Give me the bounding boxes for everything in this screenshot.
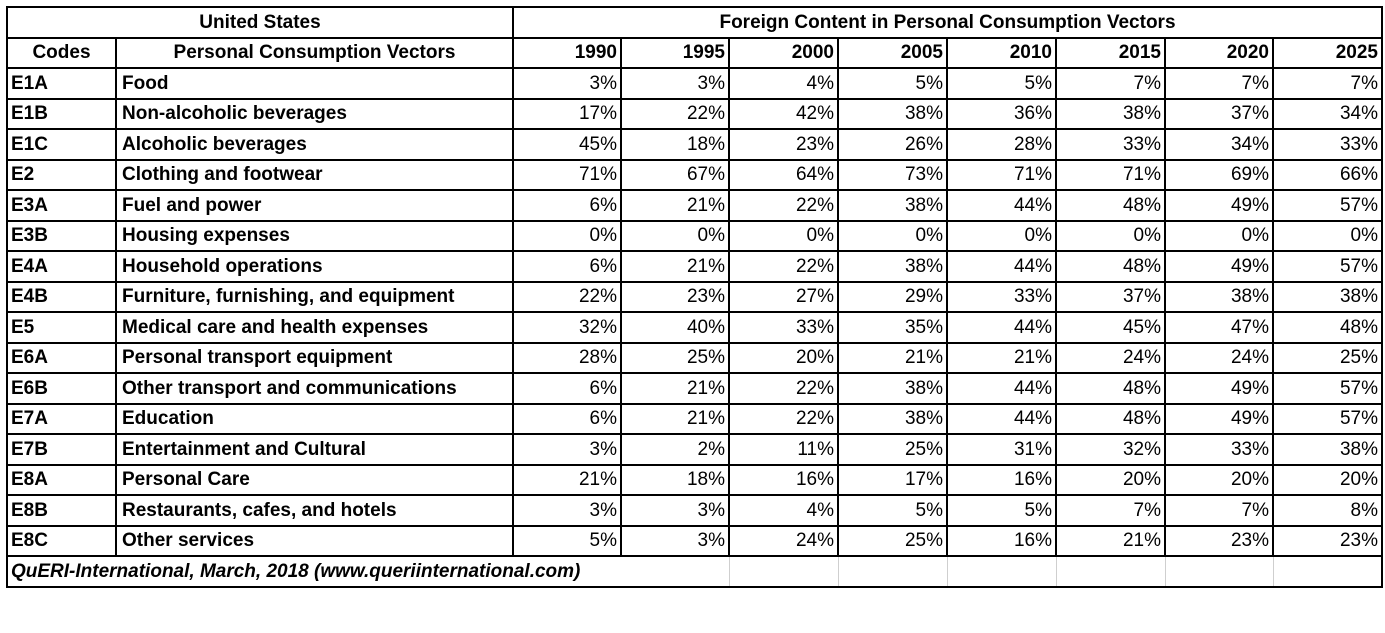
year-header: 2000 [729, 38, 838, 69]
value-cell: 22% [729, 404, 838, 435]
row-code: E7A [7, 404, 116, 435]
row-code: E3B [7, 221, 116, 252]
value-cell: 4% [729, 68, 838, 99]
value-cell: 24% [1165, 343, 1273, 374]
empty-cell [1165, 556, 1273, 587]
table-row [7, 404, 1382, 435]
value-cell: 26% [838, 129, 947, 160]
value-cell: 44% [947, 404, 1056, 435]
value-cell: 7% [1165, 495, 1273, 526]
value-cell: 24% [729, 526, 838, 557]
value-cell: 27% [729, 282, 838, 313]
table-row [7, 373, 1382, 404]
value-cell: 64% [729, 160, 838, 191]
value-cell: 44% [947, 373, 1056, 404]
value-cell: 16% [947, 465, 1056, 496]
value-cell: 33% [729, 312, 838, 343]
table-row [7, 282, 1382, 313]
value-cell: 7% [1165, 68, 1273, 99]
value-cell: 38% [1273, 282, 1382, 313]
value-cell: 48% [1273, 312, 1382, 343]
value-cell: 49% [1165, 190, 1273, 221]
year-header: 2025 [1273, 38, 1382, 69]
row-label: Non-alcoholic beverages [116, 99, 513, 130]
value-cell: 8% [1273, 495, 1382, 526]
value-cell: 38% [838, 190, 947, 221]
value-cell: 5% [838, 68, 947, 99]
value-cell: 18% [621, 129, 729, 160]
value-cell: 33% [1056, 129, 1165, 160]
value-cell: 25% [1273, 343, 1382, 374]
value-cell: 45% [1056, 312, 1165, 343]
value-cell: 21% [621, 190, 729, 221]
value-cell: 71% [513, 160, 621, 191]
value-cell: 33% [1273, 129, 1382, 160]
header-row-1 [7, 7, 1382, 38]
value-cell: 49% [1165, 251, 1273, 282]
row-code: E8A [7, 465, 116, 496]
footer-row [7, 556, 1382, 587]
row-label: Clothing and footwear [116, 160, 513, 191]
row-code: E6A [7, 343, 116, 374]
country-header: United States [7, 7, 513, 38]
row-code: E4B [7, 282, 116, 313]
empty-cell [1056, 556, 1165, 587]
value-cell: 6% [513, 373, 621, 404]
group-title-header: Foreign Content in Personal Consumption Vectors [513, 7, 1382, 38]
value-cell: 3% [621, 526, 729, 557]
value-cell: 17% [838, 465, 947, 496]
value-cell: 0% [513, 221, 621, 252]
value-cell: 22% [513, 282, 621, 313]
value-cell: 28% [513, 343, 621, 374]
value-cell: 22% [729, 373, 838, 404]
row-code: E6B [7, 373, 116, 404]
value-cell: 0% [1165, 221, 1273, 252]
row-code: E7B [7, 434, 116, 465]
value-cell: 21% [621, 251, 729, 282]
value-cell: 3% [513, 68, 621, 99]
value-cell: 0% [1273, 221, 1382, 252]
table-row [7, 526, 1382, 557]
row-label: Alcoholic beverages [116, 129, 513, 160]
value-cell: 47% [1165, 312, 1273, 343]
row-label: Other transport and communications [116, 373, 513, 404]
value-cell: 57% [1273, 251, 1382, 282]
value-cell: 57% [1273, 373, 1382, 404]
table-row [7, 221, 1382, 252]
value-cell: 57% [1273, 190, 1382, 221]
value-cell: 21% [513, 465, 621, 496]
table-row [7, 434, 1382, 465]
consumption-table [6, 6, 1383, 588]
value-cell: 5% [838, 495, 947, 526]
table-row [7, 129, 1382, 160]
value-cell: 20% [1056, 465, 1165, 496]
row-label: Other services [116, 526, 513, 557]
value-cell: 5% [513, 526, 621, 557]
value-cell: 23% [621, 282, 729, 313]
vectors-header: Personal Consumption Vectors [116, 38, 513, 69]
value-cell: 21% [621, 373, 729, 404]
row-code: E1B [7, 99, 116, 130]
value-cell: 23% [729, 129, 838, 160]
value-cell: 44% [947, 190, 1056, 221]
year-header: 2020 [1165, 38, 1273, 69]
value-cell: 3% [621, 68, 729, 99]
value-cell: 21% [947, 343, 1056, 374]
value-cell: 23% [1273, 526, 1382, 557]
value-cell: 44% [947, 251, 1056, 282]
year-header: 1990 [513, 38, 621, 69]
row-label: Medical care and health expenses [116, 312, 513, 343]
row-label: Housing expenses [116, 221, 513, 252]
value-cell: 18% [621, 465, 729, 496]
codes-header: Codes [7, 38, 116, 69]
table-row [7, 190, 1382, 221]
year-header: 2015 [1056, 38, 1165, 69]
row-label: Personal transport equipment [116, 343, 513, 374]
value-cell: 48% [1056, 404, 1165, 435]
value-cell: 21% [1056, 526, 1165, 557]
table-row [7, 312, 1382, 343]
value-cell: 32% [513, 312, 621, 343]
table-row [7, 68, 1382, 99]
year-header: 2010 [947, 38, 1056, 69]
value-cell: 0% [838, 221, 947, 252]
row-code: E1A [7, 68, 116, 99]
value-cell: 11% [729, 434, 838, 465]
table-row [7, 465, 1382, 496]
value-cell: 42% [729, 99, 838, 130]
value-cell: 7% [1056, 68, 1165, 99]
row-label: Food [116, 68, 513, 99]
value-cell: 48% [1056, 190, 1165, 221]
value-cell: 71% [1056, 160, 1165, 191]
value-cell: 25% [838, 434, 947, 465]
value-cell: 38% [838, 404, 947, 435]
table-row [7, 343, 1382, 374]
empty-cell [838, 556, 947, 587]
value-cell: 49% [1165, 373, 1273, 404]
value-cell: 0% [729, 221, 838, 252]
year-header: 1995 [621, 38, 729, 69]
row-label: Restaurants, cafes, and hotels [116, 495, 513, 526]
value-cell: 2% [621, 434, 729, 465]
value-cell: 31% [947, 434, 1056, 465]
year-header: 2005 [838, 38, 947, 69]
value-cell: 38% [1273, 434, 1382, 465]
value-cell: 3% [621, 495, 729, 526]
row-label: Education [116, 404, 513, 435]
row-label: Fuel and power [116, 190, 513, 221]
value-cell: 49% [1165, 404, 1273, 435]
value-cell: 21% [621, 404, 729, 435]
value-cell: 38% [838, 99, 947, 130]
value-cell: 38% [1056, 99, 1165, 130]
value-cell: 35% [838, 312, 947, 343]
row-label: Furniture, furnishing, and equipment [116, 282, 513, 313]
value-cell: 22% [729, 251, 838, 282]
value-cell: 21% [838, 343, 947, 374]
value-cell: 6% [513, 404, 621, 435]
value-cell: 34% [1165, 129, 1273, 160]
value-cell: 23% [1165, 526, 1273, 557]
value-cell: 48% [1056, 251, 1165, 282]
value-cell: 71% [947, 160, 1056, 191]
value-cell: 37% [1056, 282, 1165, 313]
table-body [7, 68, 1382, 556]
table-row [7, 99, 1382, 130]
value-cell: 6% [513, 251, 621, 282]
row-code: E2 [7, 160, 116, 191]
value-cell: 33% [947, 282, 1056, 313]
value-cell: 37% [1165, 99, 1273, 130]
table-row [7, 251, 1382, 282]
value-cell: 38% [1165, 282, 1273, 313]
value-cell: 3% [513, 495, 621, 526]
value-cell: 25% [621, 343, 729, 374]
row-label: Entertainment and Cultural [116, 434, 513, 465]
value-cell: 33% [1165, 434, 1273, 465]
value-cell: 3% [513, 434, 621, 465]
value-cell: 32% [1056, 434, 1165, 465]
value-cell: 45% [513, 129, 621, 160]
empty-cell [729, 556, 838, 587]
value-cell: 16% [947, 526, 1056, 557]
value-cell: 7% [1056, 495, 1165, 526]
value-cell: 69% [1165, 160, 1273, 191]
empty-cell [1273, 556, 1382, 587]
value-cell: 16% [729, 465, 838, 496]
value-cell: 4% [729, 495, 838, 526]
value-cell: 5% [947, 68, 1056, 99]
value-cell: 22% [729, 190, 838, 221]
value-cell: 0% [947, 221, 1056, 252]
value-cell: 17% [513, 99, 621, 130]
value-cell: 22% [621, 99, 729, 130]
value-cell: 57% [1273, 404, 1382, 435]
row-code: E8B [7, 495, 116, 526]
value-cell: 6% [513, 190, 621, 221]
value-cell: 5% [947, 495, 1056, 526]
value-cell: 0% [1056, 221, 1165, 252]
row-code: E1C [7, 129, 116, 160]
value-cell: 34% [1273, 99, 1382, 130]
row-code: E8C [7, 526, 116, 557]
value-cell: 38% [838, 251, 947, 282]
value-cell: 7% [1273, 68, 1382, 99]
row-code: E4A [7, 251, 116, 282]
value-cell: 20% [1273, 465, 1382, 496]
value-cell: 24% [1056, 343, 1165, 374]
row-code: E5 [7, 312, 116, 343]
value-cell: 20% [729, 343, 838, 374]
source-note: QuERI-International, March, 2018 (www.queriinternational.com) [7, 556, 729, 587]
value-cell: 40% [621, 312, 729, 343]
value-cell: 73% [838, 160, 947, 191]
value-cell: 20% [1165, 465, 1273, 496]
value-cell: 0% [621, 221, 729, 252]
row-label: Personal Care [116, 465, 513, 496]
value-cell: 28% [947, 129, 1056, 160]
value-cell: 48% [1056, 373, 1165, 404]
value-cell: 67% [621, 160, 729, 191]
value-cell: 44% [947, 312, 1056, 343]
table-row [7, 495, 1382, 526]
value-cell: 38% [838, 373, 947, 404]
value-cell: 25% [838, 526, 947, 557]
value-cell: 36% [947, 99, 1056, 130]
empty-cell [947, 556, 1056, 587]
row-label: Household operations [116, 251, 513, 282]
value-cell: 66% [1273, 160, 1382, 191]
row-code: E3A [7, 190, 116, 221]
header-row-2 [7, 38, 1382, 69]
table-row [7, 160, 1382, 191]
value-cell: 29% [838, 282, 947, 313]
